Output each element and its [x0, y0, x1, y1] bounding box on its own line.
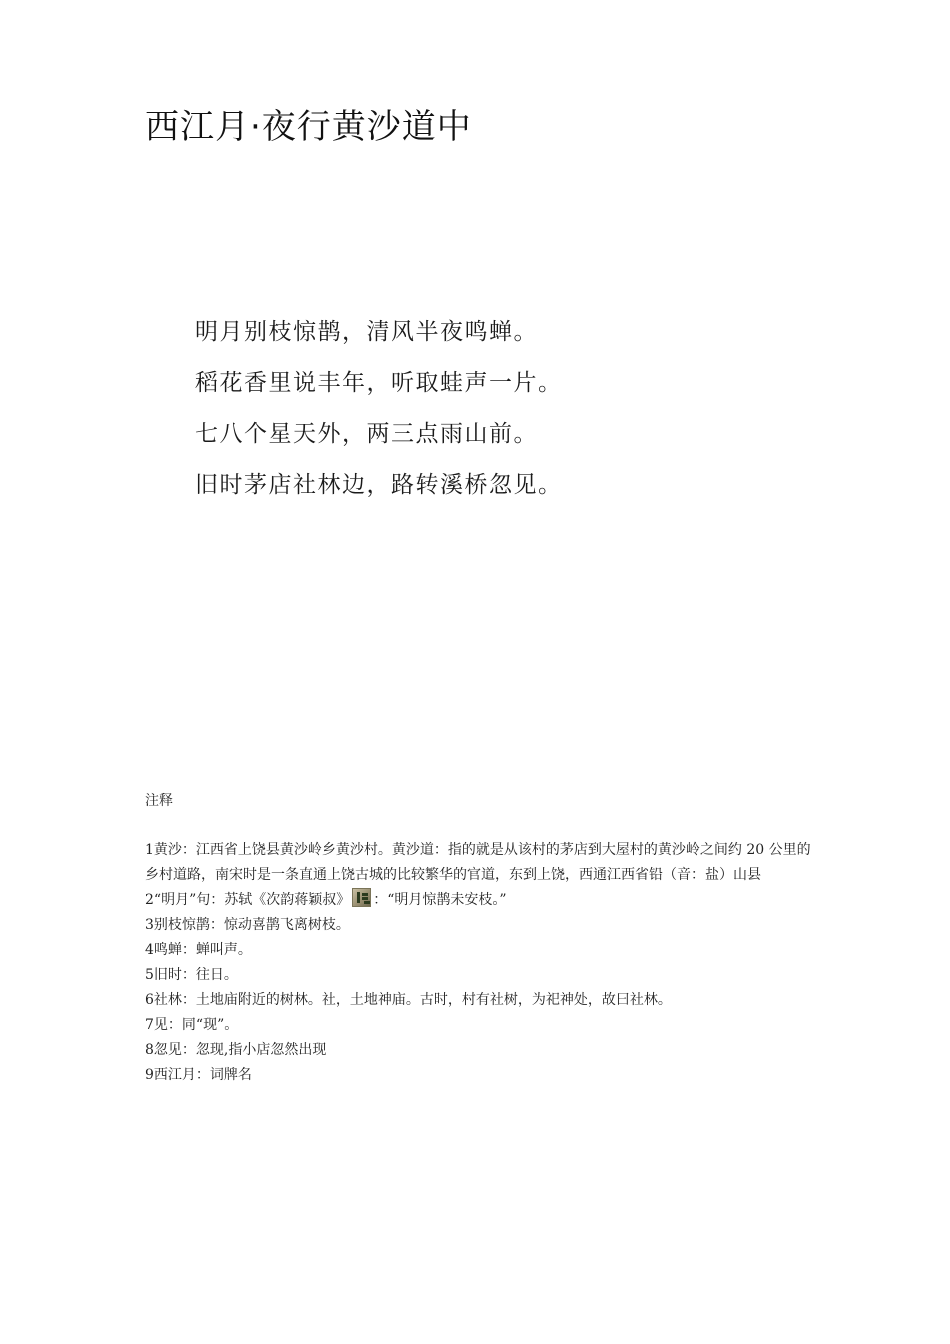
- note-item: [145, 1063, 815, 1088]
- poem-line: 七八个星天外，两三点雨山前。: [195, 421, 538, 447]
- note-item: [145, 888, 815, 913]
- note-number: 9: [145, 1067, 154, 1083]
- note-item: [145, 963, 815, 988]
- note-text-after: ：“明月惊鹊未安枝。”: [373, 892, 507, 908]
- note-text: 鸣蝉：蝉叫声。: [153, 942, 252, 958]
- note-item: [145, 1013, 815, 1038]
- page-title: 西江月·夜行黄沙道中: [145, 107, 472, 147]
- note-item: [145, 988, 815, 1013]
- note-text: 别枝惊鹊：惊动喜鹊飞离树枝。: [153, 917, 350, 933]
- note-text: 社林：土地庙附近的树林。社，土地神庙。古时，村有社树，为祀神处，故曰社林。: [153, 992, 672, 1008]
- note-text: 见：同“现”。: [153, 1017, 239, 1033]
- poem-line: 稻花香里说丰年，听取蛙声一片。: [195, 370, 563, 396]
- note-number: 2: [145, 892, 154, 908]
- notes-heading: 注释: [145, 793, 173, 809]
- note-item: [145, 913, 815, 938]
- note-number: 8: [145, 1042, 154, 1058]
- note-number: 6: [145, 992, 154, 1008]
- poem-line: 旧时茅店社林边，路转溪桥忽见。: [195, 472, 563, 498]
- note-text: 旧时：往日。: [153, 967, 238, 983]
- note-item: [145, 1038, 815, 1063]
- note-number: 5: [145, 967, 154, 983]
- poem-body: [195, 312, 835, 516]
- note-number: 1: [145, 842, 154, 858]
- note-text: 黄沙：江西省上饶县黄沙岭乡黄沙村。黄沙道：指的就是从该村的茅店到大屋村的黄沙岭之间约 20 公里的乡村道路，南宋时是一条直通上饶古城的比较繁华的官道，东到上饶，西通江西省铅（音：盐）山县: [145, 842, 811, 883]
- note-number: 4: [145, 942, 154, 958]
- poem-line: 明月别枝惊鹊，清风半夜鸣蝉。: [195, 319, 538, 345]
- note-text-before: “明月”句：苏轼《次韵蒋颖叔》: [153, 892, 351, 908]
- notes-list: [145, 838, 815, 1088]
- note-text: 忽见：忽现,指小店忽然出现: [153, 1042, 327, 1058]
- note-item: [145, 938, 815, 963]
- note-number: 3: [145, 917, 154, 933]
- note-number: 7: [145, 1017, 154, 1033]
- poem-icon[interactable]: [352, 888, 371, 907]
- note-item: [145, 838, 815, 888]
- note-text: 西江月：词牌名: [153, 1067, 252, 1083]
